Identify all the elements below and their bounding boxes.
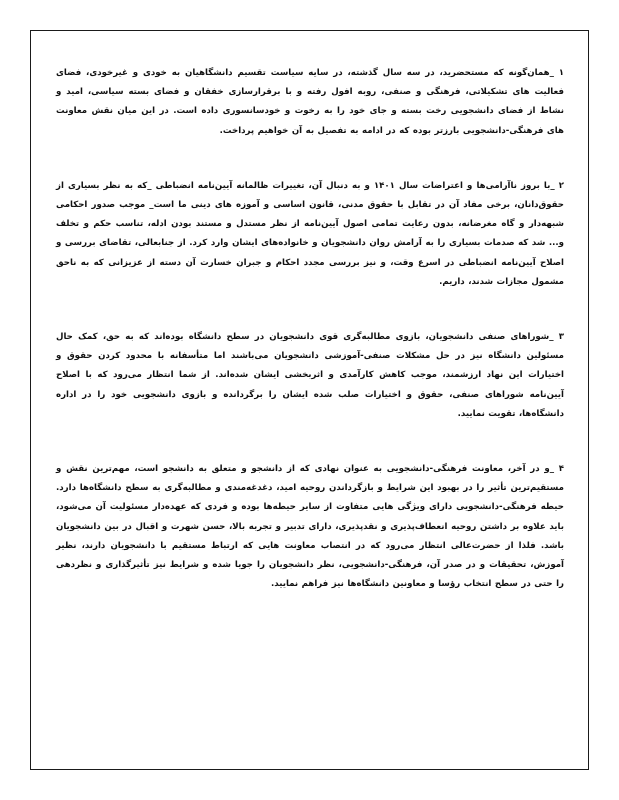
letter-body — [56, 64, 564, 594]
paragraph-2: ۲ _با بروز ناآرامی‌ها و اعتراضات سال ۱۴۰۱ و به دنبال آن، تغییرات ظالمانه آیین‌نامه انضباطی _که به نظر بسیاری از حقوق‌دانان، برخی مفاد آن در تقابل با حقوق مدنی، قانون اساسی و آموزه های دینی ما است_ موجب صدور احکامی شبهه‌دار و گاه مغرضانه، بدون رعایت تمامی اصول آیین‌نامه از نظر مستدل و مستند بودن ادله، تناسب حکم و تخلف و... شد که صدمات بسیاری را به آرامش روان دانشجویان و خانواده‌های ایشان وارد کرد. از جنابعالی، تقاضای بررسی و اصلاح آیین‌نامه انضباطی در اسرع وقت، و نیز بررسی مجدد احکام و جبران خسارت آن دسته از عزیزانی که به ناحق مشمول مجازات شدند، داریم. — [56, 180, 564, 287]
paragraph-1: ۱ _همان‌گونه که مستحضرید، در سه سال گذشته، در سایه سیاست تقسیم دانشگاهیان به خودی و غیرخودی، فضای فعالیت های تشکیلاتی، فرهنگی و صنفی، روبه افول رفته و با برقرارسازی خفقان و فضای بسته سیاسی، امید و نشاط از فضای دانشجویی رخت بسته و جای خود را به رخوت و خودسانسوری داده است. در این میان نقش معاونت های فرهنگی-دانشجویی بارزتر بوده که در ادامه به تفصیل به آن خواهیم پرداخت. — [56, 68, 564, 136]
paragraph-3: ۳ _شوراهای صنفی دانشجویان، بازوی مطالبه‌گری قوی دانشجویان در سطح دانشگاه بوده‌اند که به حق، کمک حال مسئولین دانشگاه نیز در حل مشکلات صنفی-آموزشی دانشجویان می‌باشند اما متأسفانه با محدود کردن حقوق و اختیارات این نهاد ارزشمند، موجب کاهش کارآمدی و اثربخشی ایشان شده‌اند. از شما انتظار می‌رود که با اصلاح آیین‌نامه شوراهای صنفی، حقوق و اختیارات صلب شده ایشان را برگردانده و بازوی دانشجویی خود را در اداره دانشگاه‌ها، تقویت نمایید. — [56, 332, 564, 419]
paragraph-4: ۴ _و در آخر، معاونت فرهنگی-دانشجویی به عنوان نهادی که از دانشجو و متعلق به دانشجو است، مهم‌ترین نقش و مستقیم‌ترین تأثیر را در بهبود این شرایط و بازگرداندن روحیه امید، دغدغه‌مندی و مطالبه‌گری به سطح دانشگاه‌ها دارد. حیطه فرهنگی-دانشجویی دارای ویژگی هایی متفاوت از سایر حیطه‌ها بوده و فردی که عهده‌دار مسئولیت آن می‌شود، باید علاوه بر داشتن روحیه انعطاف‌پذیری و نقدپذیری، دارای تدبیر و تجربه بالا، حسن شهرت و اقبال در بین دانشجویان باشد. فلذا از حضرت‌عالی انتظار می‌رود که در انتصاب معاونت هایی که ارتباط مستقیم با دانشجویان دارند، نظیر آموزش، تحقیقات و در صدر آن، فرهنگی-دانشجویی، نظر دانشجویان را جویا شده و شرایط نیز تأثیرگذاری و نظردهی را حتی در سطح انتخاب رؤسا و معاونین دانشگاه‌ها نیز فراهم نمایید. — [56, 464, 564, 590]
